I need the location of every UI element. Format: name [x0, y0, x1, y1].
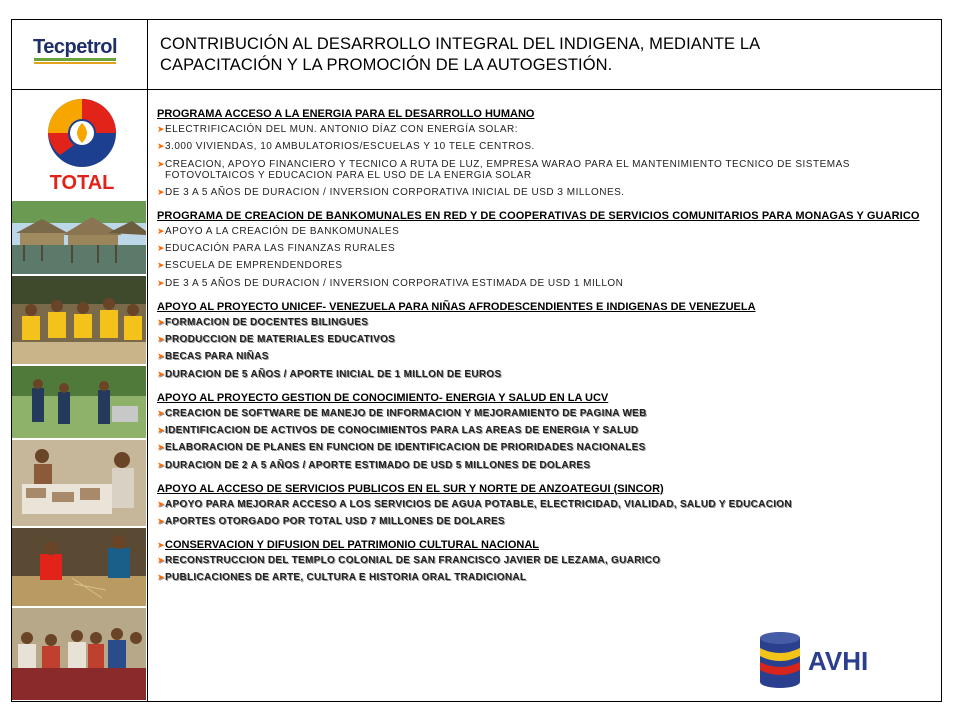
- photo-community-meal: [12, 608, 146, 700]
- list-item: ➤ DE 3 A 5 AÑOS DE DURACION / INVERSION CORPORATIVA ESTIMADA DE USD 1 MILLON: [157, 277, 624, 289]
- list-item: ➤ 3.000 VIVIENDAS, 10 AMBULATORIOS/ESCUELAS Y 10 TELE CENTROS.: [157, 141, 535, 153]
- page-title-line2: CAPACITACIÓN Y LA PROMOCIÓN DE LA AUTOGESTIÓN.: [160, 56, 613, 74]
- list-item: ➤ IDENTIFICACION DE ACTIVOS DE CONOCIMIENTOS PARA LAS AREAS DE ENERGIA Y SALUD: [157, 424, 639, 436]
- page-title-line1: CONTRIBUCIÓN AL DESARROLLO INTEGRAL DEL INDIGENA, MEDIANTE LA: [160, 35, 761, 53]
- arrow-bullet-icon: ➤: [157, 158, 166, 169]
- arrow-bullet-icon: ➤: [157, 539, 165, 550]
- list-item: ➤ DURACION DE 5 AÑOS / APORTE INICIAL DE 1 MILLON DE EUROS: [157, 368, 502, 380]
- section-ucv: [157, 392, 932, 471]
- list-item: ➤ APOYO PARA MEJORAR ACCESO A LOS SERVICIOS DE AGUA POTABLE, ELECTRICIDAD, VIALIDAD, SALUD Y EDUCACION: [157, 498, 792, 510]
- arrow-bullet-icon: ➤: [157, 186, 166, 197]
- arrow-bullet-icon: ➤: [157, 260, 166, 271]
- list-item: ➤ DE 3 A 5 AÑOS DE DURACION / INVERSION CORPORATIVA INICIAL DE USD 3 MILLONES.: [157, 186, 625, 198]
- header-divider: [11, 89, 942, 90]
- avhi-logo-text: AVHI: [808, 646, 869, 676]
- section-patrimonio: [157, 539, 932, 583]
- list-item: ➤ EDUCACIÓN PARA LAS FINANZAS RURALES: [157, 243, 396, 255]
- list-item: ➤ APOYO A LA CREACIÓN DE BANKOMUNALES: [157, 225, 400, 237]
- photo-craft-weaving: [12, 528, 146, 606]
- list-item: ➤ BECAS PARA NIÑAS: [157, 351, 269, 363]
- arrow-bullet-icon: ➤: [157, 442, 165, 453]
- arrow-bullet-icon: ➤: [157, 277, 166, 288]
- photo-group-people: [12, 276, 146, 364]
- list-item: ➤ FORMACION DE DOCENTES BILINGUES: [157, 316, 369, 328]
- photo-stilt-houses: [12, 201, 146, 274]
- arrow-bullet-icon: ➤: [157, 124, 166, 134]
- section-title: PROGRAMA DE CREACION DE BANKOMUNALES EN RED Y DE COOPERATIVAS DE SERVICIOS COMUNITARIOS PARA MONAGAS Y GUARICO: [157, 209, 920, 222]
- arrow-bullet-icon: ➤: [157, 554, 165, 565]
- list-item: ➤ ELECTRIFICACIÓN DEL MUN. ANTONIO DÍAZ CON ENERGÍA SOLAR:: [157, 124, 519, 135]
- arrow-bullet-icon: ➤: [157, 459, 165, 470]
- total-logo-text: TOTAL: [49, 172, 115, 194]
- arrow-bullet-icon: ➤: [157, 141, 166, 152]
- list-item: ➤ PRODUCCION DE MATERIALES EDUCATIVOS: [157, 334, 396, 346]
- list-item: ➤ APORTES OTORGADO POR TOTAL USD 7 MILLONES DE DOLARES: [157, 515, 505, 527]
- section-unicef: [157, 301, 932, 380]
- total-logo: [30, 93, 134, 197]
- tecpetrol-logo-yellow-bar: [34, 62, 116, 64]
- photo-workshop-table: [12, 440, 146, 526]
- arrow-bullet-icon: ➤: [157, 515, 165, 526]
- photo-field-workers: [12, 366, 146, 438]
- column-divider: [147, 19, 148, 702]
- avhi-logo: [754, 628, 894, 694]
- arrow-bullet-icon: ➤: [157, 498, 165, 509]
- section-bankomunales: [157, 210, 932, 289]
- section-title: APOYO AL ACCESO DE SERVICIOS PUBLICOS EN EL SUR Y NORTE DE ANZOATEGUI (SINCOR): [157, 482, 664, 495]
- section-title: PROGRAMA ACCESO A LA ENERGIA PARA EL DESARROLLO HUMANO: [157, 108, 535, 120]
- tecpetrol-logo-text: Tecpetrol: [33, 36, 118, 58]
- list-item: ➤ CREACION, APOYO FINANCIERO Y TECNICO A RUTA DE LUZ, EMPRESA WARAO PARA EL MANTENIMIENTO TECNICO DE SISTEMAS FOTOVOLTAICOS Y EDUCACION PARA EL USO DE LA ENERGIA SOLAR: [157, 158, 850, 181]
- section-title: APOYO AL PROYECTO GESTION DE CONOCIMIENTO- ENERGIA Y SALUD EN LA UCV: [157, 391, 609, 404]
- arrow-bullet-icon: ➤: [157, 225, 166, 236]
- tecpetrol-logo: [30, 33, 126, 67]
- section-sincor: [157, 483, 932, 527]
- list-item: ➤ PUBLICACIONES DE ARTE, CULTURA E HISTORIA ORAL TRADICIONAL: [157, 572, 527, 584]
- list-item: ➤ ESCUELA DE EMPRENDENDORES: [157, 260, 343, 272]
- arrow-bullet-icon: ➤: [157, 243, 166, 254]
- arrow-bullet-icon: ➤: [157, 368, 165, 379]
- section-title: ➤ CONSERVACION Y DIFUSION DEL PATRIMONIO CULTURAL NACIONAL: [157, 538, 540, 551]
- list-item: ➤ DURACION DE 2 A 5 AÑOS / APORTE ESTIMADO DE USD 5 MILLONES DE DOLARES: [157, 459, 591, 471]
- list-item: ➤ ELABORACION DE PLANES EN FUNCION DE IDENTIFICACION DE PRIORIDADES NACIONALES: [157, 442, 646, 454]
- programs-content: [157, 108, 932, 589]
- arrow-bullet-icon: ➤: [157, 316, 165, 327]
- list-item: ➤ CREACION DE SOFTWARE DE MANEJO DE INFORMACION Y MEJORAMIENTO DE PAGINA WEB: [157, 407, 647, 419]
- total-logo-mark: [30, 93, 134, 197]
- arrow-bullet-icon: ➤: [157, 572, 165, 583]
- section-energia: [157, 108, 932, 198]
- arrow-bullet-icon: ➤: [157, 424, 165, 435]
- list-item: ➤ RECONSTRUCCION DEL TEMPLO COLONIAL DE SAN FRANCISCO JAVIER DE LEZAMA, GUARICO: [157, 554, 661, 566]
- page-title: [160, 34, 920, 76]
- arrow-bullet-icon: ➤: [157, 407, 165, 418]
- tecpetrol-logo-green-bar: [34, 58, 116, 61]
- arrow-bullet-icon: ➤: [157, 334, 165, 345]
- section-title: APOYO AL PROYECTO UNICEF- VENEZUELA PARA NIÑAS AFRODESCENDIENTES E INDIGENAS DE VENEZUELA: [157, 300, 756, 313]
- arrow-bullet-icon: ➤: [157, 351, 165, 362]
